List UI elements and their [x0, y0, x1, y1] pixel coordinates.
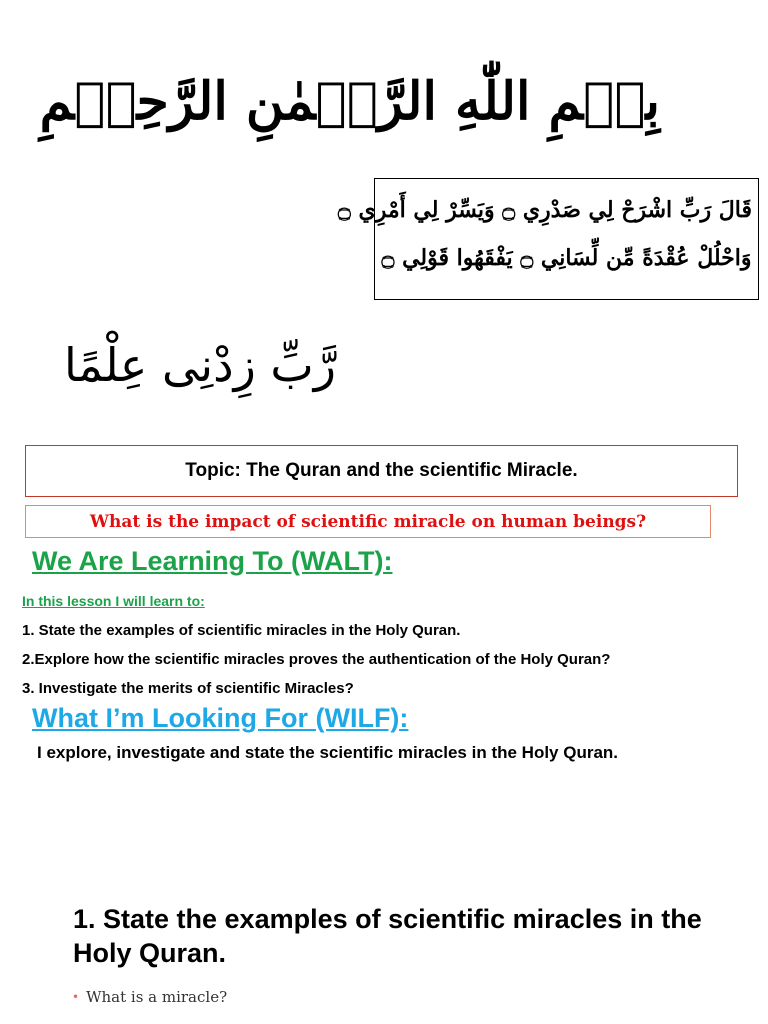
objective-item: 3. Investigate the merits of scientific Miracles? [22, 680, 354, 697]
objective-item: 1. State the examples of scientific miracles in the Holy Quran. [22, 622, 461, 639]
section-heading: 1. State the examples of scientific miracles in the Holy Quran. [73, 904, 702, 968]
question-box [25, 505, 711, 538]
bullet-item [72, 988, 227, 1006]
bullet-text: What is a miracle? [86, 988, 228, 1006]
dua-box [337, 178, 759, 300]
rabbi-zidni-ilma-text: رَّبِّ زِدْنِى عِلْمًا [64, 338, 336, 392]
dua-line: قَالَ رَبِّ اشْرَحْ لِي صَدْرِي ۝ وَيَسِّرْ لِي أَمْرِي ۝ [337, 197, 752, 223]
wilf-heading: What I’m Looking For (WILF): [32, 703, 409, 733]
topic-box [25, 445, 738, 497]
basmala-calligraphy: بِسۡمِ اللّٰهِ الرَّحۡمٰنِ الرَّحِيۡمِ [39, 71, 660, 132]
topic-title: Topic: The Quran and the scientific Miracle. [185, 460, 578, 481]
objective-item: 2.Explore how the scientific miracles proves the authentication of the Holy Quran? [22, 651, 611, 668]
key-question: What is the impact of scientific miracle on human beings? [89, 511, 647, 532]
bullet-marker: • [72, 990, 80, 1004]
walt-heading: We Are Learning To (WALT): [32, 546, 393, 576]
dua-line: وَاحْلُلْ عُقْدَةً مِّن لِّسَانِي ۝ يَفْقَهُوا قَوْلِي ۝ [381, 245, 752, 271]
walt-intro: In this lesson I will learn to: [22, 593, 205, 609]
wilf-text: I explore, investigate and state the scientific miracles in the Holy Quran. [37, 743, 619, 762]
